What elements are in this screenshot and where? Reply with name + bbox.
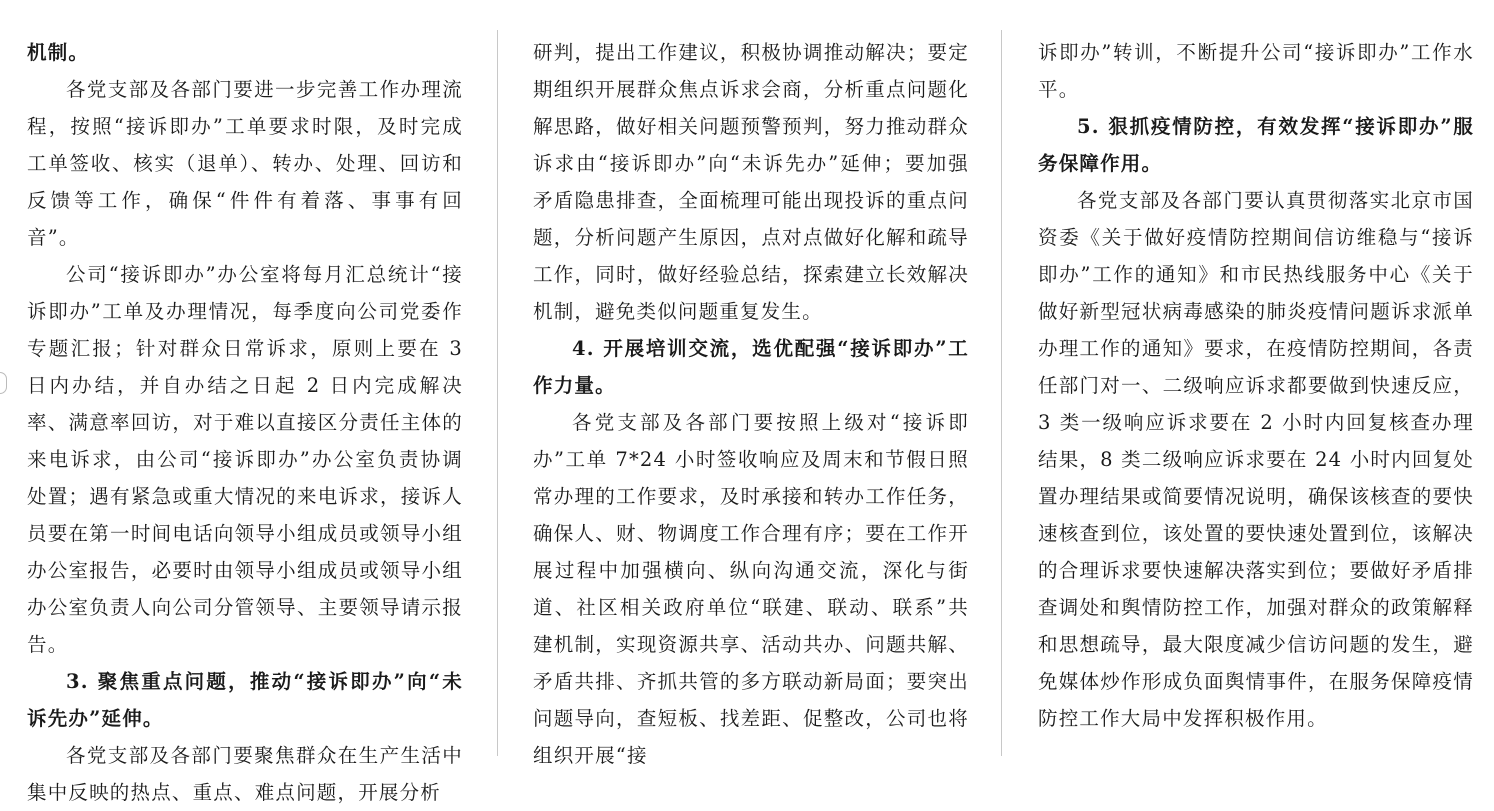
column-divider	[497, 30, 498, 756]
column-divider	[1001, 30, 1002, 756]
paragraph: 各党支部及各部门要按照上级对“接诉即办”工单 7*24 小时签收响应及周末和节假日照常办理的工作要求，及时承接和转办工作任务，确保人、财、物调度工作合理有序；要在工作开展过程中加强横向、纵向沟通交流，深化与街道、社区相关政府单位“联建、联动、联系”共建机制，实现资源共享、活动共办、问题共解、矛盾共排、齐抓共管的多方联动新局面；要突出问题导向，查短板、找差距、促整改，公司也将组织开展“接	[533, 411, 969, 767]
paragraph: 各党支部及各部门要聚焦群众在生产生活中集中反映的热点、重点、难点问题，开展分析	[27, 744, 463, 804]
paragraph: 机制。	[27, 41, 90, 64]
paragraph: 各党支部及各部门要认真贯彻落实北京市国资委《关于做好疫情防控期间信访维稳与“接诉即办”工作的通知》和市民热线服务中心《关于做好新型冠状病毒感染的肺炎疫情问题诉求派单办理工作的通知》要求，在疫情防控期间，各责任部门对一、二级响应诉求都要做到快速反应，3 类一级响应诉求要在 2 小时内回复核查办理结果，8 类二级响应诉求要在 24 小时内回复处置办理结果或简要情况说明，确保该核查的要快速核查到位，该处置的要快速处置到位，该解决的合理诉求要快速解决落实到位；要做好矛盾排查调处和舆情防控工作，加强对群众的政策解释和思想疏导，最大限度减少信访问题的发生，避免媒体炒作形成负面舆情事件，在服务保障疫情防控工作大局中发挥积极作用。	[1038, 189, 1474, 730]
page-edge-mark	[0, 372, 7, 394]
text-column-2	[533, 34, 969, 774]
paragraph: 各党支部及各部门要进一步完善工作办理流程，按照“接诉即办”工单要求时限，及时完成工单签收、核实（退单）、转办、处理、回访和反馈等工作，确保“件件有着落、事事有回音”。	[27, 78, 463, 249]
paragraph: 诉即办”转训，不断提升公司“接诉即办”工作水平。	[1038, 41, 1474, 101]
text-column-1	[27, 34, 463, 811]
section-heading-4: 4. 开展培训交流，选优配强“接诉即办”工作力量。	[533, 337, 969, 397]
paragraph: 研判，提出工作建议，积极协调推动解决；要定期组织开展群众焦点诉求会商，分析重点问题化解思路，做好相关问题预警预判，努力推动群众诉求由“接诉即办”向“未诉先办”延伸；要加强矛盾隐患排查，全面梳理可能出现投诉的重点问题，分析问题产生原因，点对点做好化解和疏导工作，同时，做好经验总结，探索建立长效解决机制，避免类似问题重复发生。	[533, 41, 969, 323]
paragraph: 公司“接诉即办”办公室将每月汇总统计“接诉即办”工单及办理情况，每季度向公司党委作专题汇报；针对群众日常诉求，原则上要在 3 日内办结，并自办结之日起 2 日内完成解决率、满意率回访，对于难以直接区分责任主体的来电诉求，由公司“接诉即办”办公室负责协调处置；遇有紧急或重大情况的来电诉求，接诉人员要在第一时间电话向领导小组成员或领导小组办公室报告，必要时由领导小组成员或领导小组办公室负责人向公司分管领导、主要领导请示报告。	[27, 263, 463, 656]
section-heading-3: 3. 聚焦重点问题，推动“接诉即办”向“未诉先办”延伸。	[27, 670, 463, 730]
text-column-3	[1038, 34, 1474, 737]
section-heading-5: 5. 狠抓疫情防控，有效发挥“接诉即办”服务保障作用。	[1038, 115, 1474, 175]
